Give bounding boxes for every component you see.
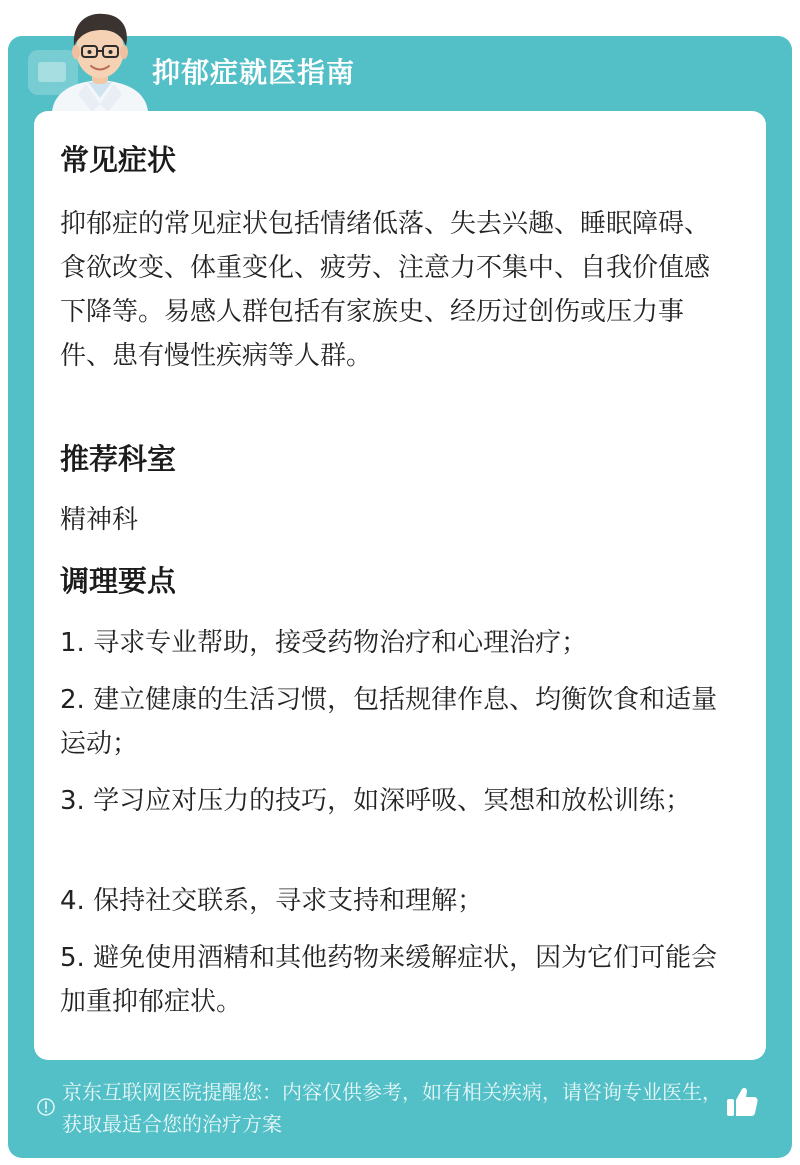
list-item: 3. 学习应对压力的技巧，如深呼吸、冥想和放松训练； [60,786,692,816]
section-body-department: 精神科 [60,505,139,535]
section-heading-department: 推荐科室 [60,442,177,476]
list-item: 4. 保持社交联系，寻求支持和理解； [60,886,484,916]
section-body-symptoms: 抑郁症的常见症状包括情绪低落、失去兴趣、睡眠障碍、食欲改变、体重变化、疲劳、注意力不集中、自我价值感下降等。易感人群包括有家族史、经历过创伤或压力事件、患有慢性疾病等人群。 [60,209,711,371]
list-item: 2. 建立健康的生活习惯，包括规律作息、均衡饮食和适量运动； [60,685,718,759]
thumbs-up-icon[interactable] [725,1085,759,1119]
section-heading-care-points: 调理要点 [60,564,177,598]
info-icon [36,1097,56,1117]
section-heading-symptoms: 常见症状 [60,143,177,177]
list-item: 5. 避免使用酒精和其他药物来缓解症状，因为它们可能会加重抑郁症状。 [60,943,718,1017]
disclaimer-text: 京东互联网医院提醒您：内容仅供参考，如有相关疾病，请咨询专业医生，获取最适合您的治疗方案 [62,1080,722,1136]
doctor-avatar-icon [44,6,156,112]
list-item: 1. 寻求专业帮助，接受药物治疗和心理治疗； [60,628,588,658]
page-title: 抑郁症就医指南 [152,56,356,89]
